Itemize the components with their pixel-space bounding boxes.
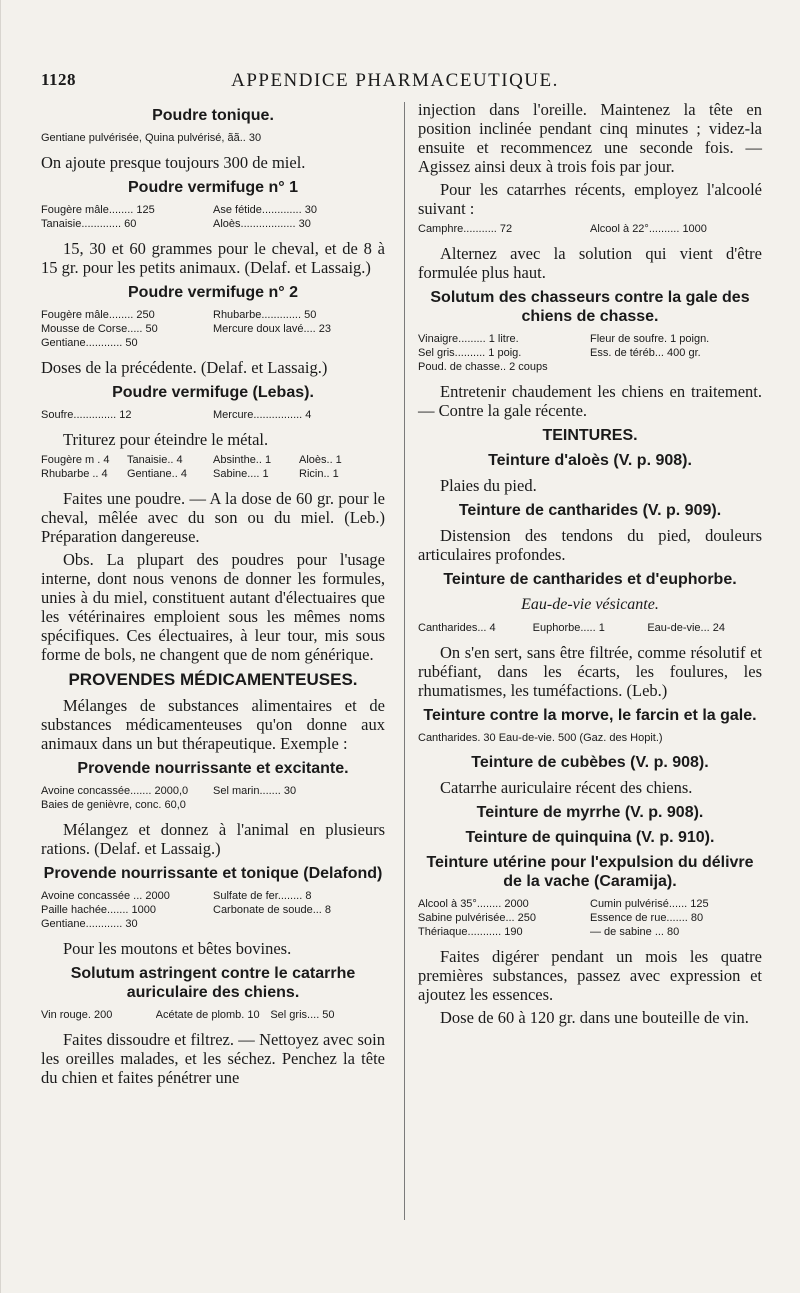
page-header: [41, 70, 749, 100]
paragraph: Faites dissoudre et filtrez. — Nettoyez avec soin les oreilles malades, et les séchez. Penchez la tête du chien et faites pénétrer une: [41, 1030, 385, 1087]
section-title-teinture-aloes: Teinture d'aloès (V. p. 908).: [488, 452, 692, 469]
paragraph: Plaies du pied.: [440, 476, 537, 495]
paragraph: Triturez pour éteindre le métal.: [63, 430, 269, 449]
formula-cell: Fougère mâle........ 250: [41, 309, 155, 321]
formula-morve: [418, 731, 762, 745]
formula-cell: Rhubarbe............. 50: [213, 309, 317, 321]
formula-cell: [590, 360, 762, 374]
formula-cell: Carbonate de soude... 8: [213, 904, 332, 916]
page-number: 1128: [41, 70, 77, 89]
formula-cell: Tanaisie............. 60: [41, 218, 137, 230]
formula-line: Cantharides. 30 Eau-de-vie. 500 (Gaz. des Hopit.): [418, 732, 663, 744]
paragraph: 15, 30 et 60 grammes pour le cheval, et de 8 à 15 gr. pour les petits animaux. (Delaf. et Lassaig.): [41, 239, 385, 277]
formula-cell: Mercure doux lavé.... 23: [213, 323, 332, 335]
section-title-provende-excitante: Provende nourrissante et excitante.: [77, 760, 349, 777]
formula-cell: Aloès.................. 30: [213, 218, 311, 230]
formula-cell: Eau-de-vie... 24: [647, 622, 725, 634]
paragraph: Faites digérer pendant un mois les quatre premières substances, passez avec expression et ajoutez les essences.: [418, 947, 762, 1004]
formula-cell: [213, 798, 385, 812]
formula-cell: Vin rouge. 200: [41, 1009, 113, 1021]
section-title-teinture-myrrhe: Teinture de myrrhe (V. p. 908).: [476, 804, 704, 821]
paragraph: Pour les moutons et bêtes bovines.: [63, 939, 292, 958]
paragraph: Mélanges de substances alimentaires et de substances médicamenteuses qu'on donne aux animaux dans un but thérapeutique. Exemple :: [41, 696, 385, 753]
formula-cell: Tanaisie.. 4: [127, 454, 183, 466]
formula-poudre-tonique: [41, 131, 385, 145]
formula-solutum-chasseurs: [418, 332, 762, 374]
paragraph: Dose de 60 à 120 gr. dans une bouteille de vin.: [440, 1008, 749, 1027]
section-title-teinture-uterine: Teinture utérine pour l'expulsion du délivre de la vache (Caramija).: [426, 854, 754, 890]
formula-cell: Fougère m . 4: [41, 454, 110, 466]
paragraph: On ajoute presque toujours 300 de miel.: [41, 153, 306, 172]
formula-cell: Rhubarbe .. 4: [41, 468, 108, 480]
section-title-solutum-astringent: Solutum astringent contre le catarrhe auriculaire des chiens.: [70, 965, 356, 1001]
formula-cell: [213, 336, 385, 350]
section-title-vermifuge-lebas: Poudre vermifuge (Lebas).: [112, 384, 314, 401]
section-title-solutum-chasseurs: Solutum des chasseurs contre la gale des chiens de chasse.: [430, 289, 750, 325]
formula-cell: [213, 917, 385, 931]
formula-cell: Sel marin....... 30: [213, 785, 297, 797]
formula-cell: Sabine.... 1: [213, 468, 269, 480]
section-title-teinture-cantharides: Teinture de cantharides (V. p. 909).: [458, 502, 722, 519]
formula-cell: Gentiane............ 30: [41, 918, 138, 930]
formula-vermifuge-lebas: [41, 408, 385, 422]
formula-cell: Thériaque........... 190: [418, 926, 523, 938]
formula-cell: Aloès.. 1: [299, 454, 342, 466]
formula-cell: Euphorbe..... 1: [532, 622, 605, 634]
formula-cell: Sel gris.... 50: [270, 1009, 335, 1021]
section-title-provendes: PROVENDES MÉDICAMENTEUSES.: [68, 670, 358, 689]
formula-cell: Ricin.. 1: [299, 468, 339, 480]
paragraph: Faites une poudre. — A la dose de 60 gr. pour le cheval, mêlée avec du son ou du miel. (Leb.) Préparation dangereuse.: [41, 489, 385, 546]
formula-provende-excitante: [41, 784, 385, 812]
formula-cell: Gentiane.. 4: [127, 468, 187, 480]
left-column: [41, 100, 385, 1091]
formula-cell: Alcool à 35°........ 2000: [418, 898, 529, 910]
formula-vermifuge-1: [41, 203, 385, 231]
formula-cell: Baies de genièvre, conc. 60,0: [41, 799, 186, 811]
formula-solutum-astringent: [41, 1008, 385, 1022]
section-title-teinture-cantharides-euphorbe: Teinture de cantharides et d'euphorbe.: [443, 571, 737, 588]
formula-line: Gentiane pulvérisée, Quina pulvérisé, ãã.. 30: [41, 132, 262, 144]
formula-vermifuge-lebas-2: [41, 453, 385, 481]
section-title-vermifuge-2: Poudre vermifuge n° 2: [128, 284, 298, 301]
formula-teinture-uterine: [418, 897, 762, 939]
paragraph: Alternez avec la solution qui vient d'être formulée plus haut.: [418, 244, 762, 282]
formula-cell: Cumin pulvérisé...... 125: [590, 898, 709, 910]
section-title-poudre-tonique: Poudre tonique.: [152, 107, 274, 124]
section-title-teinture-quinquina: Teinture de quinquina (V. p. 910).: [465, 829, 715, 846]
formula-cell: Gentiane............ 50: [41, 337, 138, 349]
formula-cell: Ess. de téréb... 400 gr.: [590, 347, 701, 359]
formula-cell: Alcool à 22°.......... 1000: [590, 223, 707, 235]
paragraph: injection dans l'oreille. Maintenez la tête en position inclinée pendant cinq minutes ; videz-la ensuite et recommencez une seconde fois. — Agissez ainsi deux à trois fois par jour.: [418, 100, 762, 176]
paragraph: Doses de la précédente. (Delaf. et Lassaig.): [41, 358, 328, 377]
section-title-teinture-morve: Teinture contre la morve, le farcin et la gale.: [423, 707, 757, 724]
formula-cell: Acétate de plomb. 10: [155, 1009, 260, 1021]
formula-cell: Avoine concassée....... 2000,0: [41, 785, 189, 797]
paragraph: On s'en sert, sans être filtrée, comme résolutif et rubéfiant, dans les écarts, les foulures, les rhumatismes, les tuméfactions. (Leb.): [418, 643, 762, 700]
formula-alcoole: [418, 222, 762, 236]
paragraph: Distension des tendons du pied, douleurs articulaires profondes.: [418, 526, 762, 564]
paragraph: Pour les catarrhes récents, employez l'alcoolé suivant :: [418, 180, 762, 218]
formula-cell: Sel gris.......... 1 poig.: [418, 347, 522, 359]
paragraph: Catarrhe auriculaire récent des chiens.: [440, 778, 693, 797]
formula-cell: Essence de rue....... 80: [590, 912, 704, 924]
formula-cell: Soufre.............. 12: [41, 409, 132, 421]
formula-cell: Poud. de chasse.. 2 coups: [418, 361, 548, 373]
right-column: [418, 100, 762, 1031]
formula-cell: Ase fétide............. 30: [213, 204, 317, 216]
formula-cell: Mousse de Corse..... 50: [41, 323, 158, 335]
section-title-provende-tonique: Provende nourrissante et tonique (Delafond): [43, 865, 383, 882]
formula-cell: Camphre........... 72: [418, 223, 513, 235]
formula-eau-de-vie: [418, 621, 762, 635]
section-title-teinture-cubebes: Teinture de cubèbes (V. p. 908).: [471, 754, 709, 771]
formula-vermifuge-2: [41, 308, 385, 350]
formula-cell: Avoine concassée ... 2000: [41, 890, 170, 902]
formula-cell: Fleur de soufre. 1 poign.: [590, 333, 710, 345]
formula-provende-tonique: [41, 889, 385, 931]
paragraph-observation: Obs. La plupart des poudres pour l'usage interne, dont nous venons de donner les formules, unies à du miel, constituent autant d'électuaires que les vétérinaires emploient sous les mêmes noms spécifiques. Ces électuaires, à leur tour, mis sous forme de bols, ne changent que de nom générique.: [41, 550, 385, 664]
section-title-teintures: TEINTURES.: [542, 427, 638, 444]
formula-cell: Cantharides... 4: [418, 622, 496, 634]
formula-cell: Sulfate de fer........ 8: [213, 890, 312, 902]
running-title: APPENDICE PHARMACEUTIQUE.: [231, 70, 559, 91]
formula-cell: Mercure................ 4: [213, 409, 312, 421]
paragraph: Mélangez et donnez à l'animal en plusieurs rations. (Delaf. et Lassaig.): [41, 820, 385, 858]
section-title-vermifuge-1: Poudre vermifuge n° 1: [128, 179, 298, 196]
section-subtitle-eau-de-vie: Eau-de-vie vésicante.: [521, 596, 659, 613]
formula-cell: Sabine pulvérisée... 250: [418, 912, 537, 924]
formula-cell: Absinthe.. 1: [213, 454, 272, 466]
formula-cell: Fougère mâle........ 125: [41, 204, 155, 216]
paragraph: Entretenir chaudement les chiens en traitement. — Contre la gale récente.: [418, 382, 762, 420]
formula-cell: — de sabine ... 80: [590, 926, 680, 938]
column-divider: [404, 102, 405, 1220]
formula-cell: Paille hachée....... 1000: [41, 904, 156, 916]
formula-cell: Vinaigre......... 1 litre.: [418, 333, 519, 345]
